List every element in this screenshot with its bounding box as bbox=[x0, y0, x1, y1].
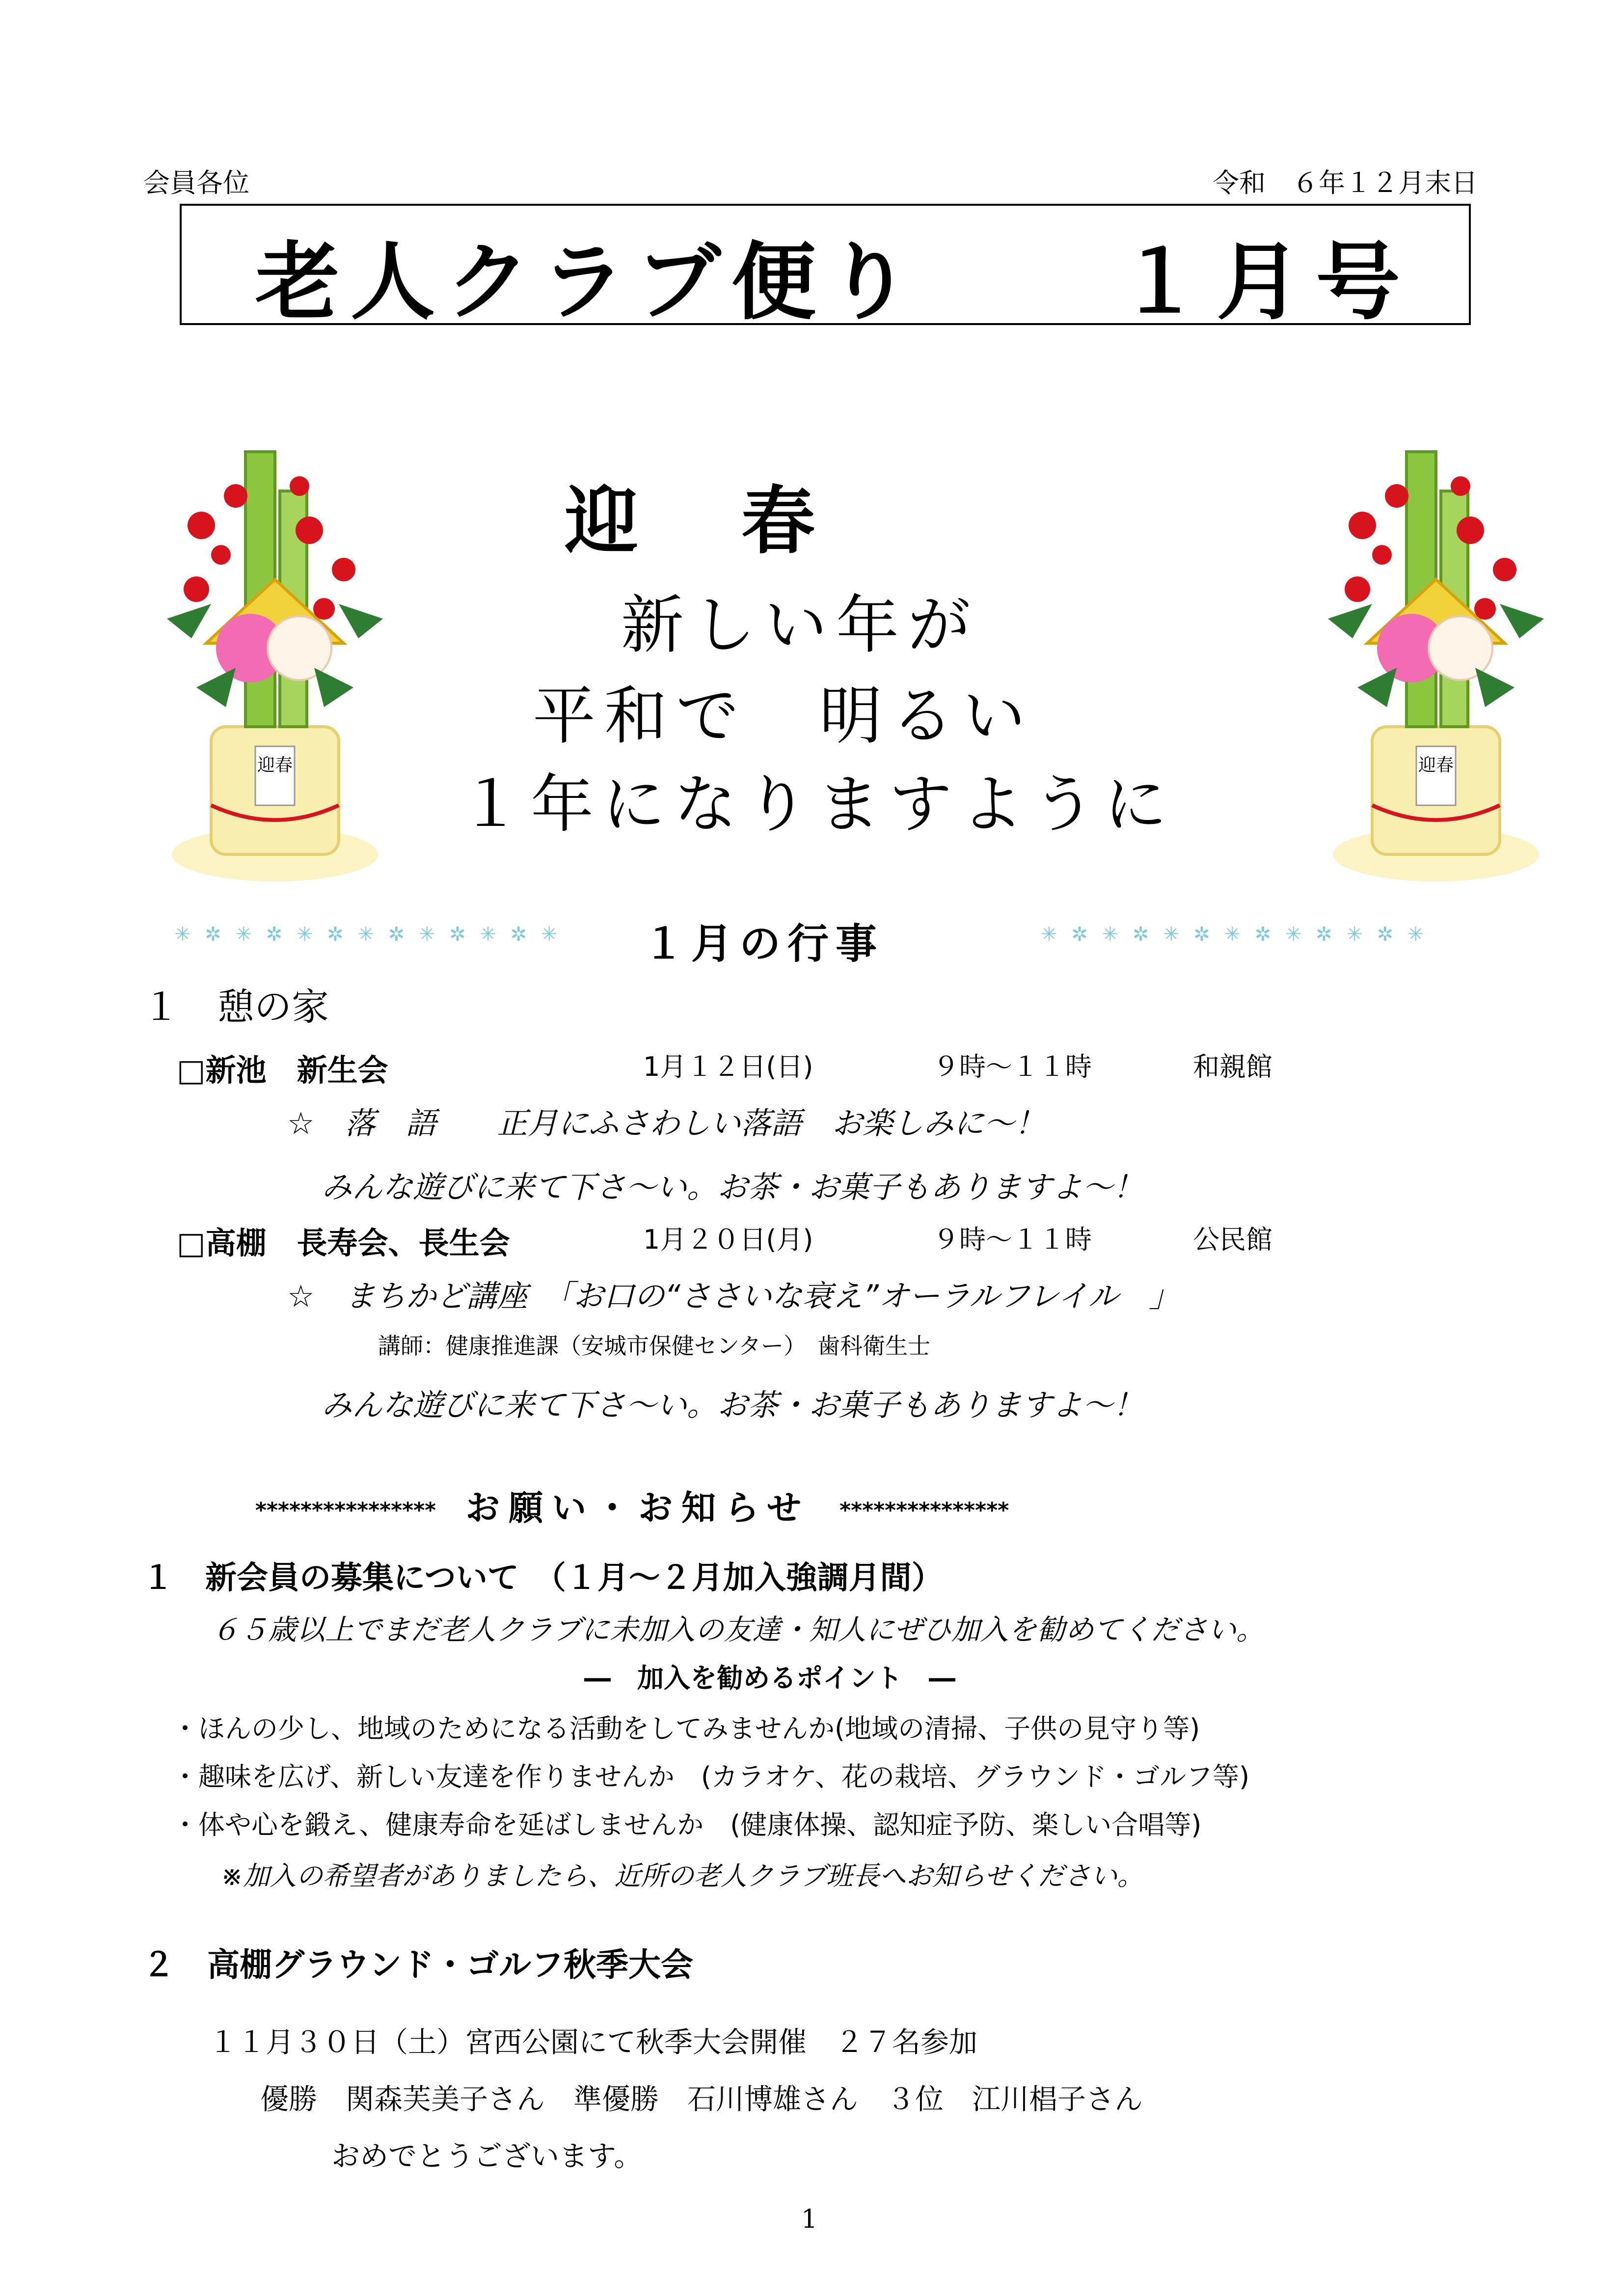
sparkle-divider-left: ✳ ✲ ✳ ✲ ✳ ✲ ✳ ✲ ✳ ✲ ✳ ✲ ✳ bbox=[174, 923, 562, 946]
issue-date: 令和 ６年１２月末日 bbox=[1213, 167, 1478, 198]
notice-2-line-2: 優勝 関森芙美子さん 準優勝 石川博雄さん ３位 江川椙子さん bbox=[260, 2082, 1143, 2116]
issue-label: １月号 bbox=[1117, 232, 1415, 331]
asterisk-divider-left: **************** bbox=[255, 1498, 436, 1523]
event-1-venue: 和親館 bbox=[1193, 1051, 1272, 1082]
event-1-date: 1月１２日(日) bbox=[643, 1051, 813, 1082]
event-2-invite: みんな遊びに来て下さ～い。お茶・お菓子もありますよ～！ bbox=[322, 1387, 1144, 1423]
page-number: 1 bbox=[801, 2205, 818, 2234]
event-1-detail: ☆ 落 語 正月にふさわしい落語 お楽しみに～！ bbox=[287, 1105, 1045, 1141]
sparkle-divider-right: ✳ ✲ ✳ ✲ ✳ ✲ ✳ ✲ ✳ ✲ ✳ ✲ ✳ bbox=[1041, 923, 1428, 946]
events-section-label: １ 憩の家 bbox=[142, 985, 329, 1029]
event-2-date: 1月２０日(月) bbox=[643, 1224, 813, 1255]
event-2-lecturer: 講師：健康推進課（安城市保健センター） 歯科衛生士 bbox=[378, 1333, 931, 1359]
event-1-time: ９時～１１時 bbox=[933, 1051, 1092, 1082]
greeting-line-1: 新しい年が bbox=[621, 589, 980, 662]
greeting-line-3: １年になりますように bbox=[459, 768, 1176, 841]
notice-2-heading: ２ 高棚グラウンド・ゴルフ秋季大会 bbox=[142, 1946, 693, 1984]
ornament-label-right: 迎春 bbox=[1418, 755, 1454, 775]
event-2-club: □高棚 長寿会、長生会 bbox=[177, 1225, 510, 1261]
notices-title: お願い・お知らせ bbox=[465, 1488, 811, 1528]
new-year-greeting-heading: 迎春 bbox=[565, 478, 919, 564]
asterisk-divider-right: *************** bbox=[839, 1498, 1009, 1523]
notices-heading bbox=[255, 1480, 1009, 1530]
newsletter-title: 老人クラブ便り bbox=[255, 232, 922, 331]
notice-1-points-title: ― 加入を勧めるポイント ― bbox=[584, 1663, 955, 1694]
title-box bbox=[180, 204, 1471, 331]
event-2-venue: 公民館 bbox=[1193, 1224, 1272, 1255]
notice-1-bullet: ・ほんの少し、地域のためになる活動をしてみませんか(地域の清掃、子供の見守り等) bbox=[172, 1713, 1200, 1744]
event-1-invite: みんな遊びに来て下さ～い。お茶・お菓子もありますよ～！ bbox=[322, 1169, 1144, 1205]
greeting-line-2: 平和で 明るい bbox=[533, 680, 1035, 753]
event-2-detail: ☆ まちかど講座 「お口の“ささいな衰え”オーラルフレイル 」 bbox=[287, 1278, 1180, 1314]
notice-1-note: ※加入の希望者がありましたら、近所の老人クラブ班長へお知らせください。 bbox=[221, 1860, 1144, 1891]
kadomatsu-illustration-left bbox=[137, 432, 412, 894]
event-1-club: □新池 新生会 bbox=[177, 1052, 388, 1088]
notice-1-bullet: ・体や心を鍛え、健康寿命を延ばしませんか (健康体操、認知症予防、楽しい合唱等) bbox=[172, 1809, 1202, 1840]
event-2-time: ９時～１１時 bbox=[933, 1224, 1092, 1255]
addressee: 会員各位 bbox=[143, 167, 249, 198]
kadomatsu-illustration-right bbox=[1298, 432, 1573, 894]
notice-2-line-3: おめでとうございます。 bbox=[331, 2139, 643, 2173]
notice-1-bullet: ・趣味を広げ、新しい友達を作りませんか (カラオケ、花の栽培、グラウンド・ゴルフ等) bbox=[172, 1761, 1250, 1792]
notice-1-heading: １ 新会員の募集について （１月～２月加入強調月間） bbox=[142, 1560, 943, 1596]
notice-2-line-1: １１月３０日（土）宮西公園にて秋季大会開催 ２７名参加 bbox=[209, 2025, 978, 2059]
ornament-label-left: 迎春 bbox=[257, 755, 293, 775]
notice-1-text: ６５歳以上でまだ老人クラブに未加入の友達・知人にぜひ加入を勧めてください。 bbox=[211, 1613, 1265, 1646]
events-title: １月の行事 bbox=[643, 920, 884, 968]
